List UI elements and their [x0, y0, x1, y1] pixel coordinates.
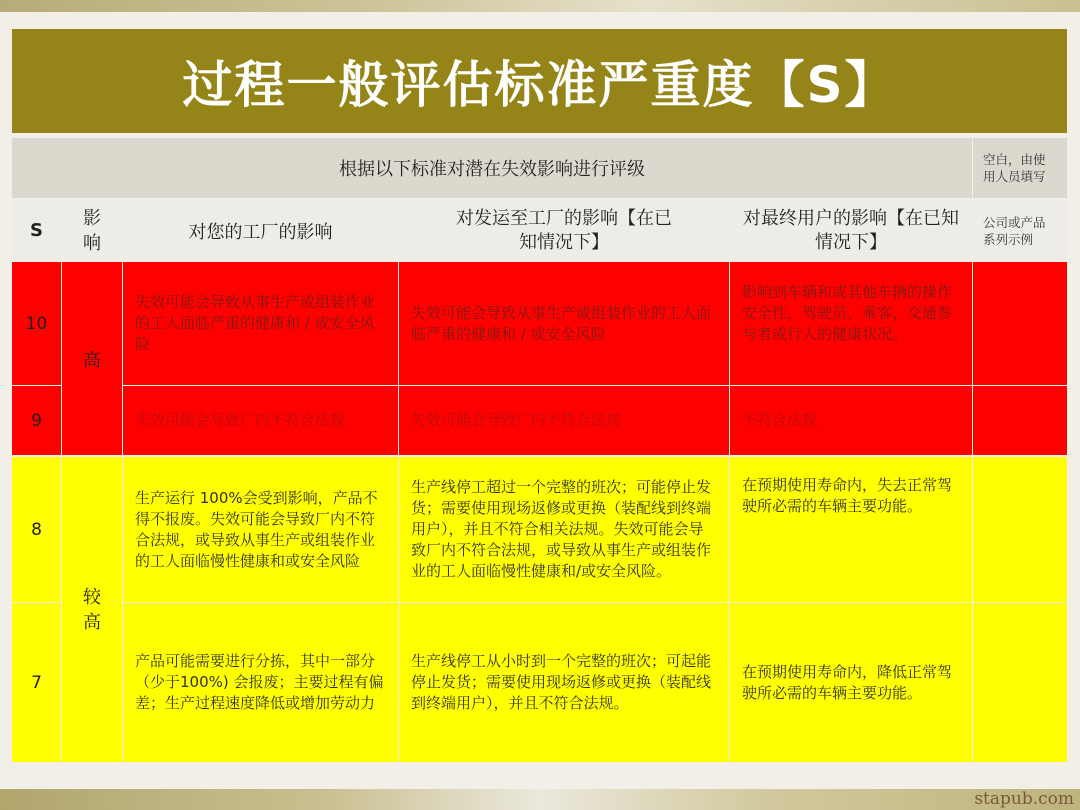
row-8-end-user	[730, 457, 972, 602]
row-9-end-user	[730, 386, 972, 455]
page-title: 过程一般评估标准严重度【S】	[182, 56, 897, 114]
cell-text: 失效可能会导致从事生产或组装作业的工人面临严重的健康和 / 或安全风险	[135, 293, 376, 353]
row-7-example	[973, 603, 1067, 762]
row-7-ship-to	[399, 603, 729, 762]
col-header-example-text: 公司或产品系列示例	[983, 214, 1046, 247]
row-10-example	[973, 262, 1067, 385]
cell-text: 不符合法规	[742, 411, 818, 429]
cell-text: 生产线停工超过一个完整的班次；可能停止发货；需要使用现场返修或更换（装配线到终端用户），并且不符合相关法规。失效可能会导致厂内不符合法规，或导致从事生产或组装作业的工人面临慢性健康和/或安全风险。	[411, 478, 712, 580]
subheader-note-text: 空白，由使用人员填写	[983, 152, 1046, 184]
cell-text: 失效可能会导致厂内不符合法规	[135, 411, 346, 429]
impact-group-medium-high	[62, 457, 122, 762]
impact-group-high-label: 高	[83, 349, 101, 371]
col-header-end-user	[730, 200, 972, 261]
impact-group-medium-high-label: 较高	[83, 586, 101, 633]
cell-text: 失效可能会导致从事生产或组装作业的工人面临严重的健康和 / 或安全风险	[411, 303, 712, 343]
col-header-plant-text: 对您的工厂的影响	[188, 221, 333, 243]
severity-8	[12, 457, 61, 602]
severity-value: 7	[31, 672, 42, 693]
col-header-s-text: S	[30, 220, 43, 241]
col-header-ship-to-text: 对发运至工厂的影响【在已知情况下】	[456, 207, 672, 253]
row-7-plant	[123, 603, 398, 762]
severity-value: 8	[31, 519, 42, 540]
col-header-s	[12, 200, 61, 261]
col-header-end-user-text: 对最终用户的影响【在已知情况下】	[743, 207, 959, 253]
bottom-decor-bar	[0, 789, 1080, 810]
row-10-end-user	[730, 262, 972, 385]
severity-10	[12, 262, 61, 385]
title-band	[12, 29, 1067, 133]
severity-9	[12, 386, 61, 455]
impact-group-high	[62, 262, 122, 455]
row-8-example	[973, 457, 1067, 602]
subheader-main	[12, 138, 972, 198]
row-9-ship-to	[399, 386, 729, 455]
row-7-end-user	[730, 603, 972, 762]
row-10-plant	[123, 262, 398, 385]
cell-text: 生产线停工从小时到一个完整的班次；可起能停止发货；需要使用现场返修或更换（装配线到终端用户），并且不符合法规。	[411, 652, 712, 712]
row-10-ship-to	[399, 262, 729, 385]
row-8-ship-to	[399, 457, 729, 602]
severity-7	[12, 603, 61, 762]
row-9-example	[973, 386, 1067, 455]
top-decor-bar	[0, 0, 1080, 12]
col-header-plant	[123, 200, 398, 261]
cell-text: 产品可能需要进行分拣，其中一部分（少于100%) 会报废；主要过程有偏差；生产过程速度降低或增加劳动力	[135, 652, 384, 712]
cell-text: 在预期使用寿命内，失去正常驾驶所必需的车辆主要功能。	[742, 476, 953, 515]
cell-text: 失效可能会导致厂内不符合法规	[411, 411, 622, 429]
severity-value: 9	[31, 410, 42, 431]
subheader-main-text: 根据以下标准对潜在失效影响进行评级	[339, 159, 645, 180]
col-header-impact-text: 影响	[83, 207, 101, 254]
row-8-plant	[123, 457, 398, 602]
row-9-plant	[123, 386, 398, 455]
col-header-example	[973, 200, 1067, 261]
cell-text: 在预期使用寿命内，降低正常驾驶所必需的车辆主要功能。	[742, 662, 953, 702]
cell-text: 生产运行 100%会受到影响，产品不得不报废。失效可能会导致厂内不符合法规，或导致从事生产或组装作业的工人面临慢性健康和或安全风险	[135, 488, 378, 570]
watermark: stapub.com	[974, 789, 1074, 809]
subheader-note	[973, 138, 1067, 198]
severity-value: 10	[25, 313, 48, 334]
col-header-ship-to	[399, 200, 729, 261]
col-header-impact	[62, 200, 122, 261]
cell-text: 影响到车辆和或其他车辆的操作安全性，驾驶员、乘客、交通参与者或行人的健康状况。	[742, 283, 953, 343]
